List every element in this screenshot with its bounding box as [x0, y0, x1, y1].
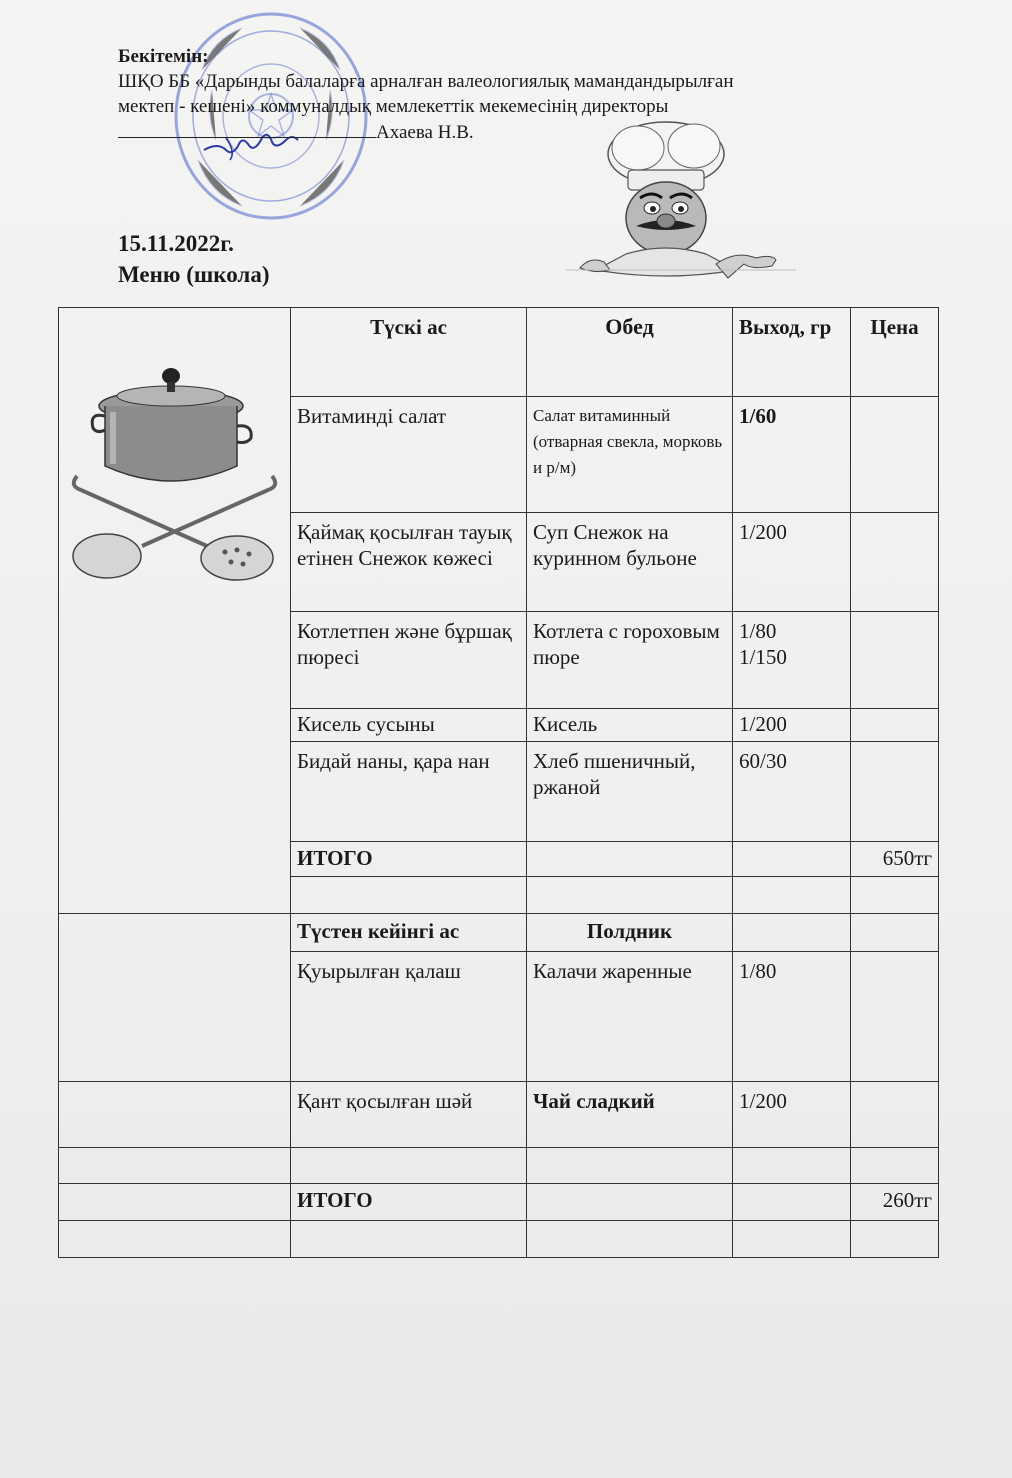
- pot-and-ladles-illustration: [67, 346, 282, 586]
- empty-cell: [733, 877, 851, 914]
- empty-cell: [733, 1184, 851, 1221]
- dish-price: [851, 709, 939, 742]
- empty-cell: [59, 1221, 291, 1258]
- empty-cell: [527, 877, 733, 914]
- dish-price: [851, 742, 939, 842]
- snack-price: [851, 1082, 939, 1148]
- dish-kaz: Витаминді салат: [291, 397, 527, 513]
- dish-price: [851, 513, 939, 612]
- dish-output: 1/60: [733, 397, 851, 513]
- blank-row: [59, 1221, 939, 1258]
- snack-kaz: Қуырылған қалаш: [291, 952, 527, 1082]
- col-header-rus: Обед: [527, 308, 733, 397]
- empty-cell: [851, 914, 939, 952]
- col-header-price: Цена: [851, 308, 939, 397]
- dish-rus: Суп Снежок на куринном бульоне: [527, 513, 733, 612]
- snack-rus: Калачи жаренные: [527, 952, 733, 1082]
- org-line-2: мектеп - кешені» коммуналдық мемлекеттік мекемесінің директоры: [118, 96, 669, 117]
- approval-header: [118, 44, 918, 145]
- signature-line: [118, 119, 376, 138]
- snack-price: [851, 952, 939, 1082]
- snack-rus: Чай сладкий: [527, 1082, 733, 1148]
- dish-rus: Хлеб пшеничный, ржаной: [527, 742, 733, 842]
- snack-output: 1/200: [733, 1082, 851, 1148]
- empty-cell: [527, 1221, 733, 1258]
- org-line-1: ШҚО ББ «Дарынды балаларға арналған валеологиялық мамандандырылған: [118, 71, 734, 92]
- dish-kaz: Бидай наны, қара нан: [291, 742, 527, 842]
- dish-kaz: Котлетпен және бұршақ пюресі: [291, 612, 527, 709]
- empty-cell: [291, 877, 527, 914]
- empty-cell: [527, 1184, 733, 1221]
- snack-header-row: [59, 914, 939, 952]
- blank-row: [59, 1148, 939, 1184]
- empty-cell: [527, 842, 733, 877]
- dish-output-2: 1/150: [739, 645, 787, 669]
- pot-illustration-cell: [59, 308, 291, 914]
- empty-cell: [291, 1221, 527, 1258]
- empty-cell: [291, 1148, 527, 1184]
- dish-price: [851, 397, 939, 513]
- snack-output: 1/80: [733, 952, 851, 1082]
- empty-cell: [59, 914, 291, 1082]
- lunch-total-price: 650тг: [851, 842, 939, 877]
- empty-cell: [851, 1221, 939, 1258]
- empty-cell: [733, 842, 851, 877]
- empty-cell: [851, 1148, 939, 1184]
- snack-total-price: 260тг: [851, 1184, 939, 1221]
- date-block: [118, 228, 269, 290]
- empty-cell: [59, 1148, 291, 1184]
- table-header-row: [59, 308, 939, 397]
- dish-kaz: Қаймақ қосылған тауық етінен Снежок көжесі: [291, 513, 527, 612]
- snack-header-kaz: Түстен кейінгі ас: [291, 914, 527, 952]
- dish-rus: Кисель: [527, 709, 733, 742]
- empty-cell: [733, 914, 851, 952]
- col-header-output: Выход, гр: [733, 308, 851, 397]
- table-row: [59, 1082, 939, 1148]
- dish-rus: Салат витаминный (отварная свекла, морковь и р/м): [527, 397, 733, 513]
- dish-output-1: 1/80: [739, 619, 777, 643]
- dish-kaz: Кисель сусыны: [291, 709, 527, 742]
- dish-output: 60/30: [733, 742, 851, 842]
- dish-output: 1/200: [733, 709, 851, 742]
- menu-date: 15.11.2022г.: [118, 231, 234, 256]
- snack-header-rus: Полдник: [527, 914, 733, 952]
- empty-cell: [733, 1221, 851, 1258]
- empty-cell: [59, 1184, 291, 1221]
- lunch-total-label: ИТОГО: [291, 842, 527, 877]
- snack-total-label: ИТОГО: [291, 1184, 527, 1221]
- dish-output: [733, 612, 851, 709]
- empty-cell: [59, 1082, 291, 1148]
- approve-label: Бекітемін:: [118, 46, 209, 67]
- dish-price: [851, 612, 939, 709]
- chef-illustration: [566, 118, 796, 298]
- menu-table: [58, 307, 939, 1258]
- col-header-kaz: Түскі ас: [291, 308, 527, 397]
- dish-output: 1/200: [733, 513, 851, 612]
- empty-cell: [851, 877, 939, 914]
- empty-cell: [733, 1148, 851, 1184]
- snack-total-row: [59, 1184, 939, 1221]
- menu-title: Меню (школа): [118, 262, 270, 287]
- dish-rus: Котлета с гороховым пюре: [527, 612, 733, 709]
- director-name: Ахаева Н.В.: [376, 122, 474, 143]
- empty-cell: [527, 1148, 733, 1184]
- director-line: [118, 119, 918, 145]
- snack-kaz: Қант қосылған шәй: [291, 1082, 527, 1148]
